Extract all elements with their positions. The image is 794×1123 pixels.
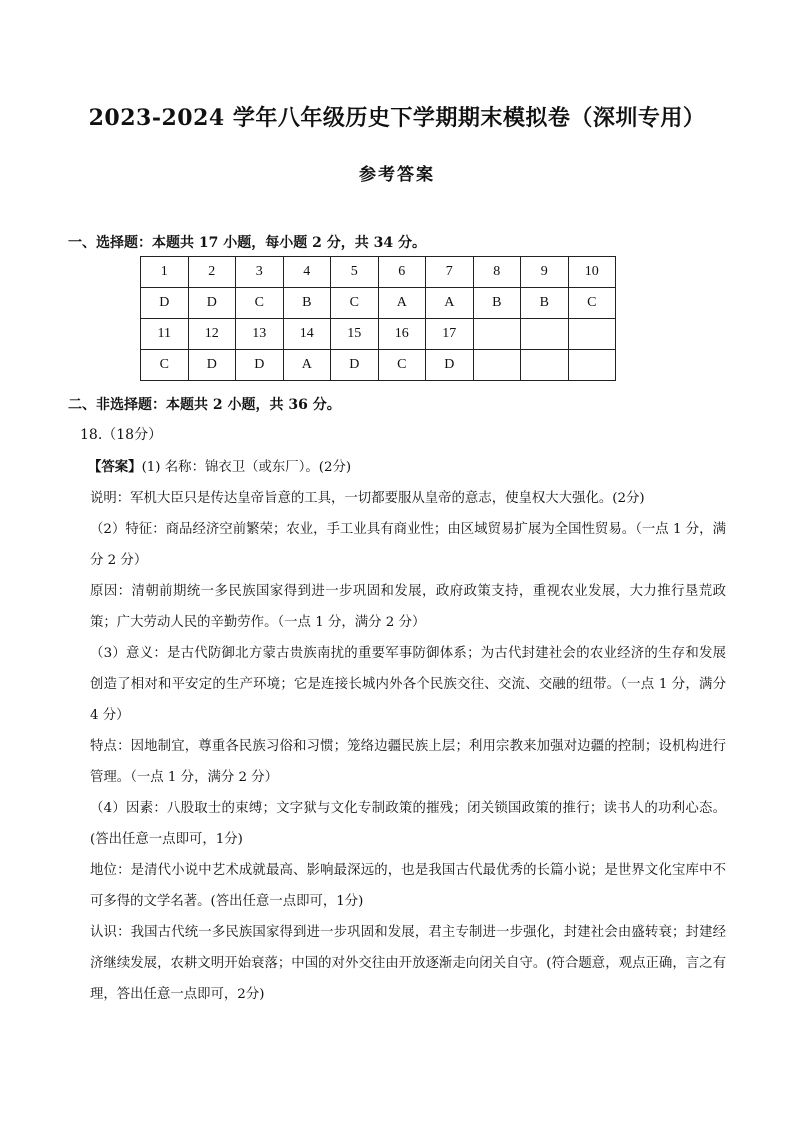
answer-understanding-4: 认识：我国古代统一多民族国家得到进一步巩固和发展，君主专制进一步强化，封建社会由盛转衰；封建经济继续发展，农耕文明开始衰落；中国的对外交往由开放逐渐走向闭关自守。(符合题意，观点正确，言之有理，答出任意一点即可，2分) [90, 925, 726, 1002]
answer-table-row [141, 288, 616, 319]
question-18-answer [90, 452, 726, 1010]
answer-table-cell: 3 [236, 257, 284, 288]
section-2-heading: 二、非选择题：本题共 2 小题，共 36 分。 [68, 397, 341, 413]
answer-table-cell: D [426, 350, 474, 381]
answer-part-4: （4）因素：八股取士的束缚；文字狱与文化专制政策的摧残；闭关锁国政策的推行；读书人的功利心态。(答出任意一点即可，1分) [90, 801, 726, 847]
answer-table-cell: D [188, 288, 236, 319]
answer-table-cell [568, 350, 616, 381]
answer-table-cell: A [378, 288, 426, 319]
answer-table-cell: B [283, 288, 331, 319]
answer-table-cell [473, 319, 521, 350]
answer-feature-3: 特点：因地制宜，尊重各民族习俗和习惯；笼络边疆民族上层；利用宗教来加强对边疆的控制；设机构进行管理。（一点 1 分，满分 2 分） [90, 739, 726, 785]
answer-table-cell: A [283, 350, 331, 381]
answer-table-cell: C [141, 350, 189, 381]
answer-part-2: （2）特征：商品经济空前繁荣；农业，手工业具有商业性；由区域贸易扩展为全国性贸易。（一点 1 分，满分 2 分） [90, 522, 726, 568]
question-18-heading: 18.（18分） [80, 427, 163, 443]
answer-table-cell [521, 350, 569, 381]
answer-explanation-1: 说明：军机大臣只是传达皇帝旨意的工具，一切都要服从皇帝的意志，使皇权大大强化。(2分) [90, 491, 645, 506]
answer-table-cell: 4 [283, 257, 331, 288]
answer-table-row [141, 319, 616, 350]
answer-table [140, 256, 616, 381]
answer-status-4: 地位：是清代小说中艺术成就最高、影响最深远的，也是我国古代最优秀的长篇小说；是世界文化宝库中不可多得的文学名著。(答出任意一点即可，1分) [90, 863, 726, 909]
answer-table-cell: 6 [378, 257, 426, 288]
answer-part-1 [88, 452, 726, 483]
answer-table-cell: D [141, 288, 189, 319]
answer-table-cell: 10 [568, 257, 616, 288]
answer-part-3: （3）意义：是古代防御北方蒙古贵族南扰的重要军事防御体系；为古代封建社会的农业经济的生存和发展创造了相对和平安定的生产环境；它是连接长城内外各个民族交往、交流、交融的纽带。（一点 1 分，满分 4 分） [90, 646, 726, 723]
answer-table-cell: 1 [141, 257, 189, 288]
answer-table-cell: B [473, 288, 521, 319]
answer-table-cell [568, 319, 616, 350]
answer-reason-2: 原因：清朝前期统一多民族国家得到进一步巩固和发展，政府政策支持，重视农业发展，大力推行垦荒政策；广大劳动人民的辛勤劳作。（一点 1 分，满分 2 分） [90, 584, 726, 630]
answer-table-cell: 15 [331, 319, 379, 350]
answer-table-cell: 2 [188, 257, 236, 288]
answer-table-cell [473, 350, 521, 381]
answer-table-cell: 5 [331, 257, 379, 288]
answer-table-cell: 7 [426, 257, 474, 288]
answer-table-cell: B [521, 288, 569, 319]
answer-table-cell: 9 [521, 257, 569, 288]
answer-table-cell: C [568, 288, 616, 319]
answer-table-row [141, 257, 616, 288]
page-subtitle: 参考答案 [359, 165, 435, 185]
answer-table-cell [521, 319, 569, 350]
answer-table-cell: 13 [236, 319, 284, 350]
section-1-heading: 一、选择题：本题共 17 小题，每小题 2 分，共 34 分。 [68, 235, 426, 251]
answer-table-cell: D [188, 350, 236, 381]
answer-table-cell: 8 [473, 257, 521, 288]
answer-label: 【答案】 [88, 459, 142, 475]
answer-table-cell: C [331, 288, 379, 319]
answer-table-row [141, 350, 616, 381]
answer-table-cell: D [236, 350, 284, 381]
answer-table-cell: 17 [426, 319, 474, 350]
page-title: 2023-2024 学年八年级历史下学期期末模拟卷（深圳专用） [88, 105, 706, 131]
answer-table-cell: 12 [188, 319, 236, 350]
answer-table-cell: 16 [378, 319, 426, 350]
answer-table-cell: 11 [141, 319, 189, 350]
answer-table-cell: C [378, 350, 426, 381]
answer-table-cell: A [426, 288, 474, 319]
answer-table-cell: D [331, 350, 379, 381]
answer-part-1-text: (1) 名称：锦衣卫（或东厂）。(2分) [141, 460, 352, 475]
answer-table-cell: 14 [283, 319, 331, 350]
answer-table-cell: C [236, 288, 284, 319]
